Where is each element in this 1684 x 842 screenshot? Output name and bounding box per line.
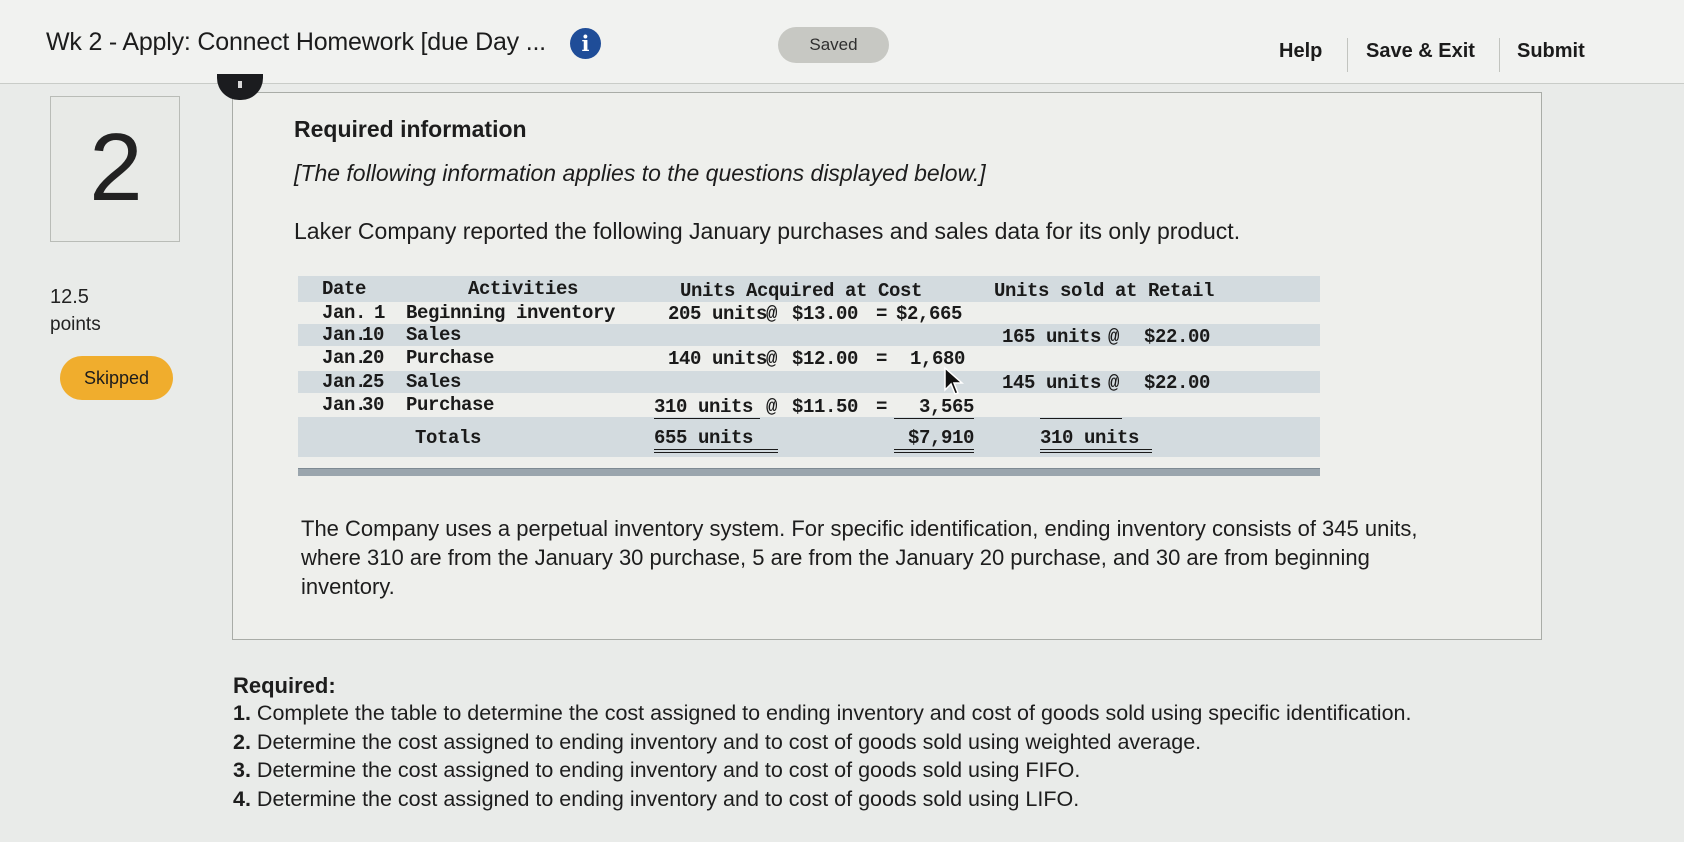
table-cell-equals: =	[876, 396, 888, 418]
table-cell-units-acquired: 140 units	[668, 348, 768, 370]
table-cell-at: @	[766, 303, 778, 325]
header-units-acquired: Units Acquired at Cost	[680, 280, 923, 302]
table-cell-day: 25	[362, 371, 385, 393]
table-cell-units-sold: 165 units	[1002, 326, 1102, 348]
table-cell-unit-cost: $12.00	[792, 348, 859, 370]
table-cell-month: Jan.	[322, 371, 367, 393]
table-cell-units-sold: 145 units	[1002, 372, 1102, 394]
table-cell-day: 10	[362, 324, 385, 346]
table-cell-at: @	[766, 348, 778, 370]
list-item-text: Determine the cost assigned to ending inventory and to cost of goods sold using LIFO.	[256, 786, 1080, 811]
header-date: Date	[322, 278, 367, 300]
question-number-box	[50, 96, 180, 242]
submit-button[interactable]: Submit	[1517, 40, 1585, 62]
table-cell-activity: Sales	[406, 324, 462, 346]
totals-units-sold: 310 units	[1040, 427, 1152, 453]
table-cell-month: Jan.	[322, 324, 367, 346]
save-exit-button[interactable]: Save & Exit	[1366, 40, 1475, 62]
table-cell-units-acquired: 310 units	[654, 396, 760, 419]
mouse-cursor-icon	[943, 366, 965, 398]
list-item-text: Determine the cost assigned to ending inventory and to cost of goods sold using FIFO.	[256, 758, 1081, 782]
table-cell-cost-total: 3,565	[894, 396, 974, 419]
help-button[interactable]: Help	[1279, 40, 1323, 62]
table-bottom-bar	[298, 468, 1320, 476]
top-bar	[0, 0, 1684, 84]
list-item	[233, 785, 1653, 814]
table-cell-cost-total: 1,680	[910, 348, 966, 370]
table-cell-activity: Sales	[406, 371, 462, 393]
table-cell-month: Jan.	[322, 302, 367, 324]
points-label: points	[50, 314, 101, 335]
header-divider	[1347, 38, 1348, 72]
header-activities: Activities	[468, 278, 579, 300]
table-cell-activity: Beginning inventory	[406, 302, 616, 324]
assignment-title: Wk 2 - Apply: Connect Homework [due Day ...	[46, 28, 546, 56]
table-cell-day: 30	[362, 394, 385, 416]
required-information-intro: Laker Company reported the following January purchases and sales data for its only product.	[294, 218, 1241, 244]
totals-cost: $7,910	[894, 427, 974, 453]
table-cell-sold-price: $22.00	[1144, 326, 1211, 348]
header-divider	[1499, 38, 1500, 72]
list-item	[233, 699, 1653, 728]
info-icon[interactable]: i	[570, 28, 601, 59]
question-number: 2	[89, 114, 143, 221]
list-item-number: 4.	[233, 786, 251, 811]
table-cell-day: 1	[374, 302, 386, 324]
table-cell-activity: Purchase	[406, 394, 495, 416]
skipped-status-badge: Skipped	[60, 356, 173, 400]
table-cell-sold-at: @	[1108, 326, 1120, 348]
list-item	[233, 756, 1653, 785]
list-item-number: 3.	[233, 758, 251, 782]
table-cell-equals: =	[876, 348, 888, 370]
list-item	[233, 728, 1653, 757]
table-cell-month: Jan.	[322, 394, 367, 416]
table-cell-sold-price: $22.00	[1144, 372, 1211, 394]
table-rule	[1040, 418, 1122, 419]
required-title: Required:	[233, 673, 336, 698]
totals-units-acquired: 655 units	[654, 427, 778, 453]
table-cell-sold-at: @	[1108, 372, 1120, 394]
table-cell-units-acquired: 205 units	[668, 303, 768, 325]
list-item-number: 1.	[233, 701, 251, 725]
totals-label: Totals	[415, 427, 482, 449]
header-units-sold: Units sold at Retail	[994, 280, 1215, 302]
table-cell-month: Jan.	[322, 347, 367, 369]
table-cell-cost-total: $2,665	[896, 303, 963, 325]
saved-status-badge: Saved	[778, 27, 889, 63]
list-item-text: Determine the cost assigned to ending inventory and to cost of goods sold using weighted average.	[256, 729, 1202, 754]
list-item-number: 2.	[233, 729, 251, 754]
table-cell-activity: Purchase	[406, 347, 495, 369]
points-value: 12.5	[50, 286, 89, 308]
table-cell-day: 20	[362, 347, 385, 369]
table-cell-at: @	[766, 396, 778, 418]
inventory-table	[298, 276, 1320, 466]
list-item-text: Complete the table to determine the cost assigned to ending inventory and cost of goods sold using specific identification.	[256, 701, 1412, 725]
required-list	[233, 699, 1653, 813]
table-cell-equals: =	[876, 303, 888, 325]
required-information-title: Required information	[294, 116, 527, 142]
table-cell-unit-cost: $11.50	[792, 396, 859, 418]
table-cell-unit-cost: $13.00	[792, 303, 859, 325]
inventory-policy-text: The Company uses a perpetual inventory system. For specific identification, ending inventory consists of 345 units, where 310 are from the January 30 purchase, 5 are from the January 20 purchase, and 30 are from beginning inventory.	[301, 516, 1418, 599]
required-information-note: [The following information applies to the questions displayed below.]	[294, 160, 986, 186]
